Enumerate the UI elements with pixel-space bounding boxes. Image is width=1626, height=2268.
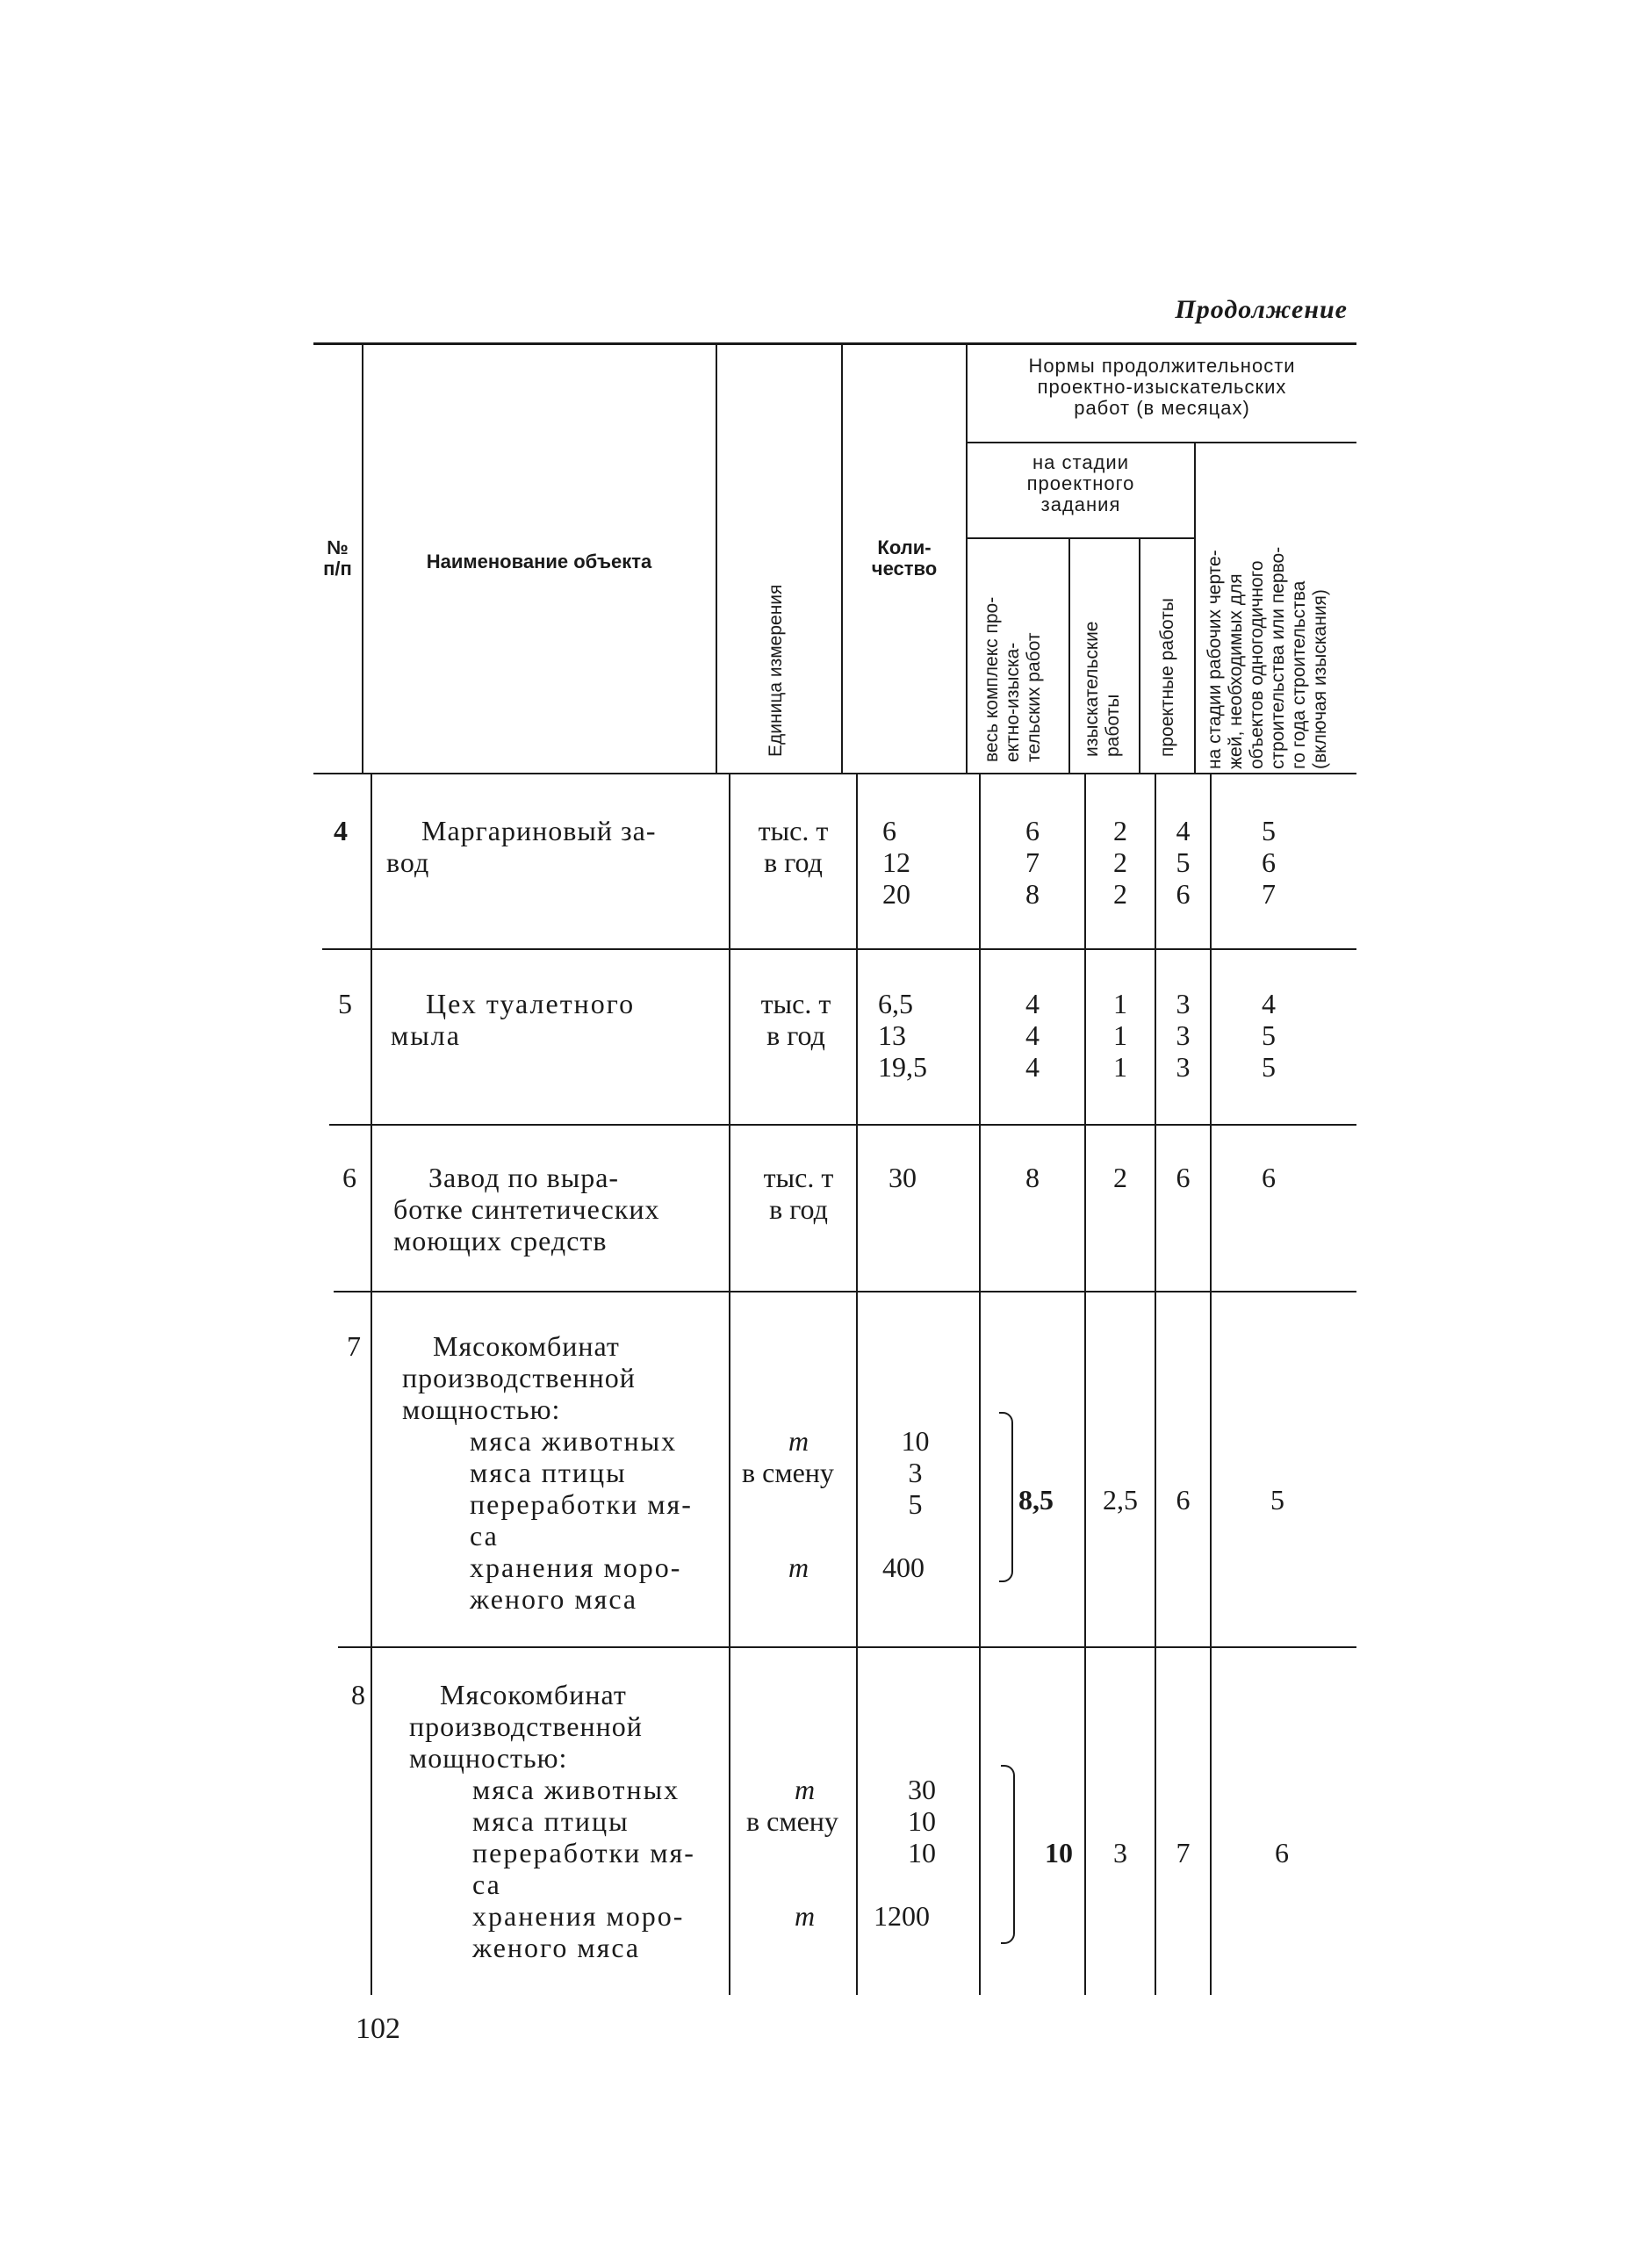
row-6-unit: тыс. т в год [763, 1162, 834, 1225]
row-7-survey: 2,5 [1103, 1484, 1138, 1516]
row-8-brace [1001, 1765, 1015, 1944]
header-divider-stage [966, 537, 1194, 539]
row-7-working: 5 [1270, 1484, 1284, 1516]
row-6-name: Завод по выра- ботке синтетических моющих средств [393, 1162, 660, 1256]
row-7-unit-3: т [788, 1552, 809, 1583]
row-separator [334, 1291, 1356, 1292]
continuation-label: Продолжение [1175, 295, 1348, 324]
row-8-working: 6 [1275, 1837, 1289, 1868]
row-6-design: 6 [1176, 1162, 1191, 1193]
row-6-working: 6 [1262, 1162, 1276, 1193]
row-4-no: 4 [334, 815, 348, 846]
row-6-survey: 2 [1113, 1162, 1127, 1193]
header-col-all: весь комплекс про- ектно-изыска- тельских работ [982, 596, 1044, 762]
body-vline-5 [1084, 774, 1086, 1995]
header-vline-2 [716, 344, 717, 774]
row-7-qty: 10 3 5 [901, 1425, 930, 1520]
row-separator [338, 1646, 1356, 1648]
row-4-design: 4 5 6 [1176, 815, 1191, 910]
row-5-unit: тыс. т в год [760, 988, 831, 1051]
row-6-no: 6 [342, 1162, 356, 1193]
header-col-working: на стадии рабочих черте- жей, необходимых для объектов одногодичного строительства или перво- го года строительства (включая изыскания) [1205, 546, 1330, 769]
row-4-survey: 2 2 2 [1113, 815, 1127, 910]
row-8-unit-3: т [795, 1900, 816, 1932]
row-8-name-title: Мясокомбинат производственной мощностью: [409, 1679, 643, 1774]
header-col-survey: изыскательские работы [1082, 621, 1123, 757]
row-8-unit-2: в смену [746, 1805, 838, 1837]
header-stage-project: на стадии проектного задания [1026, 451, 1135, 515]
row-4-working: 5 6 7 [1262, 815, 1276, 910]
header-col-design: проектные работы [1157, 598, 1177, 757]
row-separator [329, 1124, 1356, 1126]
header-qty: Коли- чество [871, 536, 938, 580]
page-number: 102 [356, 2012, 400, 2045]
header-vline-6 [1139, 539, 1140, 774]
row-5-name: Цех туалетного мыла [391, 988, 636, 1051]
body-vline-7 [1210, 774, 1212, 1995]
row-separator [322, 948, 1356, 950]
row-7-brace [999, 1412, 1013, 1582]
row-5-no: 5 [338, 988, 352, 1019]
row-7-qty-storage: 400 [882, 1552, 925, 1583]
row-6-all: 8 [1025, 1162, 1040, 1193]
body-vline-6 [1155, 774, 1156, 1995]
row-8-no: 8 [351, 1679, 365, 1710]
row-5-survey: 1 1 1 [1113, 988, 1127, 1083]
header-unit: Единица измерения [766, 584, 786, 757]
row-4-qty: 6 12 20 [882, 815, 910, 910]
row-4-unit: тыс. т в год [758, 815, 829, 878]
row-5-design: 3 3 3 [1176, 988, 1191, 1083]
row-7-unit-1: т [788, 1425, 809, 1457]
row-6-qty: 30 [889, 1162, 917, 1193]
row-8-qty-storage: 1200 [874, 1900, 930, 1932]
row-8-design: 7 [1176, 1837, 1191, 1868]
row-8-unit-1: т [795, 1774, 816, 1805]
table-top-rule [313, 342, 1356, 345]
header-no: № п/п [323, 536, 352, 580]
row-5-working: 4 5 5 [1262, 988, 1276, 1083]
row-7-unit-2: в смену [742, 1457, 834, 1488]
row-7-all: 8,5 [1018, 1484, 1054, 1516]
row-7-design: 6 [1176, 1484, 1191, 1516]
body-vline-1 [371, 774, 372, 1995]
row-4-name: Маргариновый за- вод [386, 815, 657, 878]
row-4-all: 6 7 8 [1025, 815, 1040, 910]
row-8-qty: 30 10 10 [908, 1774, 936, 1868]
header-vline-7 [1194, 443, 1196, 774]
row-7-name-items: мяса животных мяса птицы переработки мя- са хранения моро- женого мяса [470, 1425, 693, 1615]
header-name: Наименование объекта [426, 551, 652, 572]
row-5-all: 4 4 4 [1025, 988, 1040, 1083]
body-vline-3 [856, 774, 858, 1995]
row-8-all: 10 [1045, 1837, 1073, 1868]
row-5-qty: 6,5 13 19,5 [878, 988, 927, 1083]
row-7-no: 7 [347, 1330, 361, 1362]
body-vline-4 [979, 774, 981, 1995]
header-divider-norms [966, 442, 1356, 443]
row-8-survey: 3 [1113, 1837, 1127, 1868]
header-norms: Нормы продолжительности проектно-изыскательских работ (в месяцах) [1028, 355, 1296, 419]
row-8-name-items: мяса животных мяса птицы переработки мя- са хранения моро- женого мяса [472, 1774, 695, 1963]
header-vline-5 [1068, 539, 1070, 774]
header-bottom-rule [313, 773, 1356, 774]
row-7-name-title: Мясокомбинат производственной мощностью: [402, 1330, 636, 1425]
